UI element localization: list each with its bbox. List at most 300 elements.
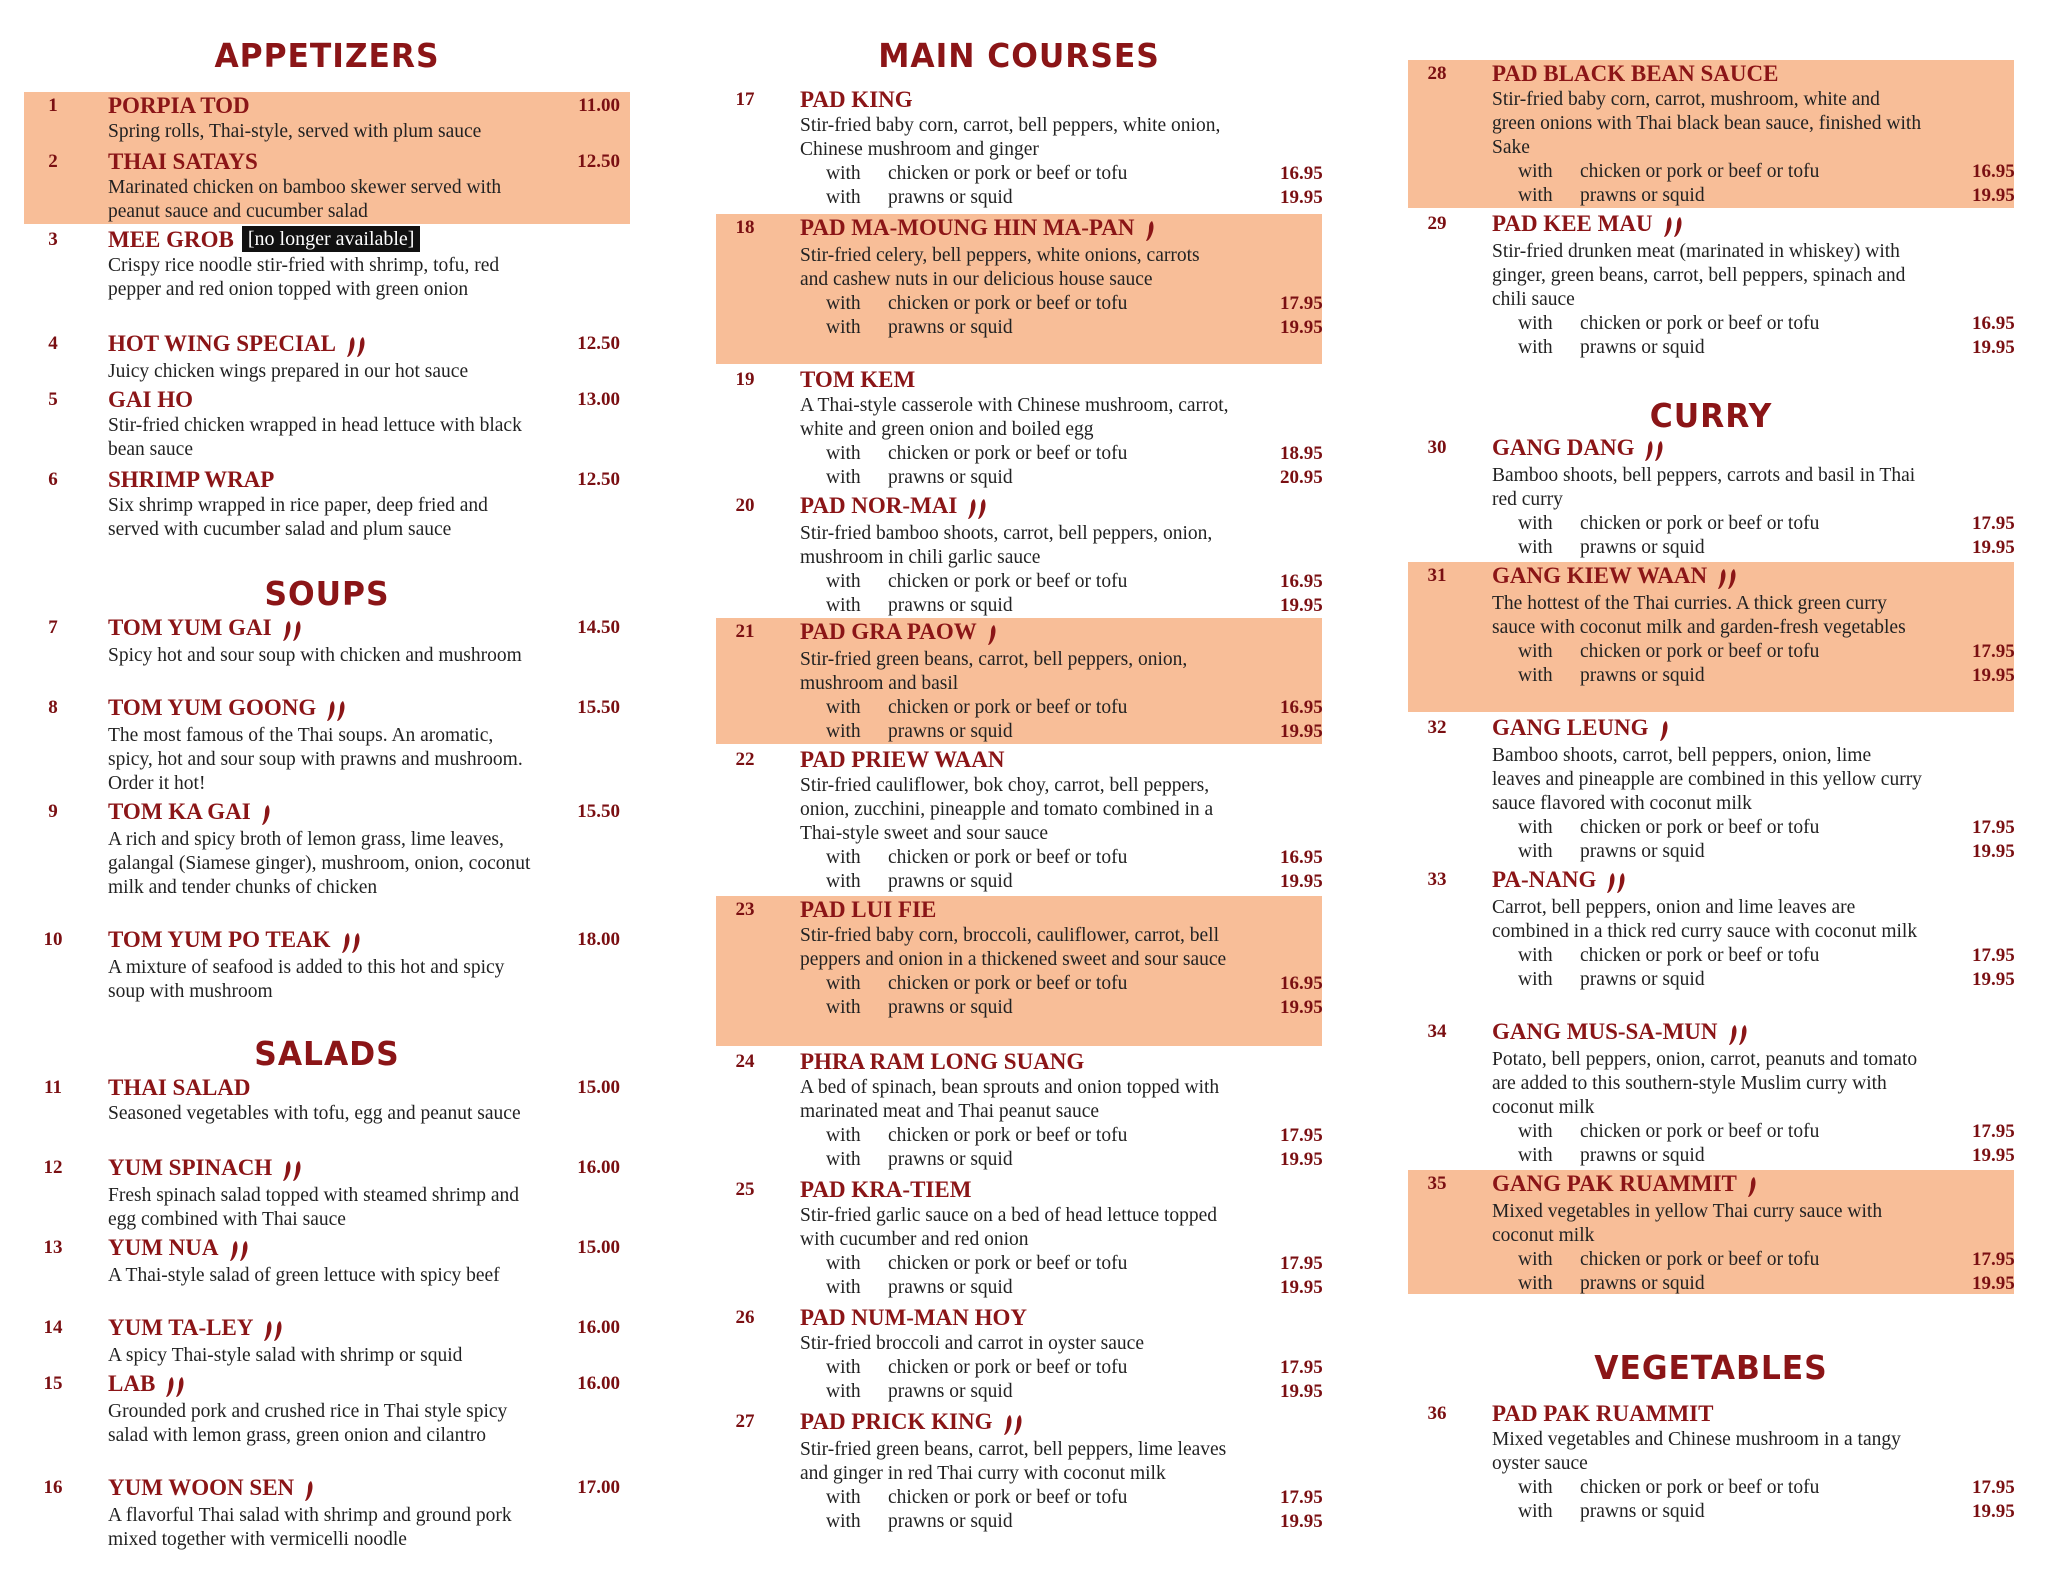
menu-item <box>716 492 1322 616</box>
option-price: 17.95 <box>1280 292 1323 314</box>
option-text: prawns or squid <box>888 316 1013 338</box>
option-price: 19.95 <box>1972 1272 2015 1294</box>
option-row-meat <box>826 1252 1322 1276</box>
option-row-meat <box>826 972 1322 996</box>
option-with: with <box>826 871 861 892</box>
option-row-seafood <box>826 720 1322 744</box>
item-number: 4 <box>48 333 58 354</box>
item-price: 14.50 <box>577 617 620 638</box>
section-title-main-courses: MAIN COURSES <box>878 36 1160 75</box>
option-with: with <box>826 1149 861 1170</box>
menu-item <box>1408 1170 2014 1294</box>
option-row-meat <box>1518 160 2014 184</box>
option-price: 17.95 <box>1280 1253 1323 1274</box>
item-description: Stir-fried drunken meat (marinated in whiskey) with ginger, green beans, carrot, bell peppers, spinach and chili sauce <box>1492 240 1906 310</box>
option-text: prawns or squid <box>888 871 1013 892</box>
option-text: chicken or pork or beef or tofu <box>888 1486 1128 1508</box>
chili-pepper-icon <box>346 332 366 360</box>
option-text: prawns or squid <box>888 594 1013 616</box>
option-text: prawns or squid <box>888 187 1013 208</box>
option-with: with <box>1518 1120 1553 1142</box>
item-price: 17.00 <box>577 1477 620 1498</box>
option-with: with <box>1518 816 1553 838</box>
option-row-meat <box>826 696 1322 720</box>
option-price: 17.95 <box>1972 1477 2015 1498</box>
option-text: chicken or pork or beef or tofu <box>1580 161 1820 182</box>
option-text: chicken or pork or beef or tofu <box>1580 816 1820 838</box>
option-text: chicken or pork or beef or tofu <box>1580 1248 1820 1270</box>
option-price: 19.95 <box>1972 536 2015 558</box>
item-number: 31 <box>1427 565 1447 586</box>
item-name: LAB <box>108 1370 630 1400</box>
unavailable-badge: [no longer available] <box>242 226 421 252</box>
option-with: with <box>826 997 861 1018</box>
option-price: 16.95 <box>1280 973 1323 994</box>
option-with: with <box>826 1277 861 1298</box>
option-row-meat <box>1518 512 2014 536</box>
option-with: with <box>1518 664 1553 686</box>
option-price: 19.95 <box>1280 720 1323 742</box>
item-name: TOM KEM <box>800 367 916 392</box>
option-with: with <box>1518 1272 1553 1294</box>
option-with: with <box>1518 840 1553 862</box>
option-text: prawns or squid <box>888 997 1013 1018</box>
option-text: prawns or squid <box>888 720 1013 742</box>
option-row-meat <box>1518 816 2014 840</box>
menu-item <box>1408 562 2014 712</box>
option-row-seafood <box>1518 1272 2014 1296</box>
item-number: 30 <box>1427 437 1447 458</box>
item-price: 15.50 <box>577 801 620 822</box>
option-with: with <box>826 847 861 868</box>
option-with: with <box>826 443 861 464</box>
item-price: 15.50 <box>577 697 620 718</box>
item-name: GANG MUS-SA-MUN <box>1492 1018 2014 1048</box>
option-text: prawns or squid <box>1580 185 1705 206</box>
option-row-meat <box>826 1124 1322 1148</box>
menu-item <box>24 92 630 148</box>
option-price: 19.95 <box>1280 1510 1323 1532</box>
option-price: 16.95 <box>1972 161 2015 182</box>
item-name: THAI SALAD <box>108 1075 251 1100</box>
option-price: 19.95 <box>1280 1277 1323 1298</box>
item-price: 15.00 <box>577 1077 620 1098</box>
chili-pepper-icon <box>987 620 997 648</box>
option-text: prawns or squid <box>1580 536 1705 558</box>
option-with: with <box>1518 1248 1553 1270</box>
option-row-seafood <box>826 996 1322 1020</box>
item-number: 28 <box>1427 63 1447 84</box>
chili-pepper-icon <box>229 1236 249 1264</box>
chili-pepper-icon <box>1663 212 1683 240</box>
option-price: 17.95 <box>1972 1248 2015 1270</box>
item-name: THAI SATAYS <box>108 149 258 174</box>
option-text: prawns or squid <box>1580 336 1705 358</box>
option-price: 17.95 <box>1972 512 2015 534</box>
item-description: Stir-fried baby corn, broccoli, cauliflower, carrot, bell peppers and onion in a thickened sweet and sour sauce <box>800 925 1227 970</box>
item-name: PAD GRA PAOW <box>800 618 1322 648</box>
section-title-curry: CURRY <box>1649 396 1773 435</box>
option-with: with <box>826 1125 861 1146</box>
option-with: with <box>1518 1477 1553 1498</box>
item-name: GANG DANG <box>1492 434 2014 464</box>
option-with: with <box>1518 640 1553 662</box>
menu-item <box>716 618 1322 744</box>
menu-item <box>24 148 630 224</box>
menu-item <box>24 386 630 462</box>
section-title-soups: SOUPS <box>264 574 390 613</box>
option-row-meat <box>826 292 1322 316</box>
option-row-seafood <box>1518 536 2014 560</box>
item-name: PAD PAK RUAMMIT <box>1492 1401 1714 1426</box>
item-description: Carrot, bell peppers, onion and lime leaves are combined in a thick red curry sauce with coconut milk <box>1492 896 1918 942</box>
item-description: Marinated chicken on bamboo skewer served with peanut sauce and cucumber salad <box>108 177 502 222</box>
option-price: 17.95 <box>1972 944 2015 966</box>
item-description: A Thai-style casserole with Chinese mushroom, carrot, white and green onion and boiled egg <box>800 395 1229 440</box>
item-description: Fresh spinach salad topped with steamed shrimp and egg combined with Thai sauce <box>108 1184 520 1230</box>
item-description: Stir-fried bamboo shoots, carrot, bell peppers, onion, mushroom in chili garlic sauce <box>800 522 1213 568</box>
option-text: prawns or squid <box>1580 1501 1705 1522</box>
chili-pepper-icon <box>1747 1172 1757 1200</box>
option-with: with <box>826 163 861 184</box>
chili-pepper-icon <box>326 696 346 724</box>
option-row-meat <box>1518 312 2014 336</box>
option-with: with <box>826 316 861 338</box>
option-row-meat <box>1518 1120 2014 1144</box>
option-row-seafood <box>826 316 1322 340</box>
option-text: chicken or pork or beef or tofu <box>888 696 1128 718</box>
item-number: 36 <box>1427 1403 1447 1424</box>
item-name: PAD MA-MOUNG HIN MA-PAN <box>800 214 1322 244</box>
item-description: Stir-fried chicken wrapped in head lettuce with black bean sauce <box>108 415 522 460</box>
item-number: 8 <box>48 697 58 718</box>
option-row-seafood <box>1518 1144 2014 1168</box>
item-price: 18.00 <box>577 929 620 950</box>
option-price: 17.95 <box>1972 1120 2015 1142</box>
item-name: YUM TA-LEY <box>108 1314 630 1344</box>
item-name: PAD NOR-MAI <box>800 492 1322 522</box>
item-name: PORPIA TOD <box>108 93 250 118</box>
item-description: A flavorful Thai salad with shrimp and ground pork mixed together with vermicelli noodle <box>108 1504 512 1550</box>
item-number: 24 <box>735 1051 755 1072</box>
option-text: prawns or squid <box>888 1149 1013 1170</box>
item-name: PAD BLACK BEAN SAUCE <box>1492 61 1779 86</box>
item-price: 12.50 <box>577 151 620 172</box>
option-row-meat <box>826 1356 1322 1380</box>
option-with: with <box>826 1357 861 1378</box>
option-row-seafood <box>1518 968 2014 992</box>
item-price: 11.00 <box>578 95 620 116</box>
menu-item <box>24 798 630 922</box>
item-description: Seasoned vegetables with tofu, egg and peanut sauce <box>108 1103 521 1124</box>
option-row-seafood <box>826 186 1322 210</box>
menu-item <box>24 1314 630 1368</box>
option-row-seafood <box>826 1148 1322 1172</box>
option-with: with <box>1518 1144 1553 1166</box>
item-name: PAD PRIEW WAAN <box>800 747 1005 772</box>
option-price: 19.95 <box>1972 840 2015 862</box>
menu-item <box>1408 1400 2014 1524</box>
chili-pepper-icon <box>282 1156 302 1184</box>
option-price: 16.95 <box>1280 847 1323 868</box>
option-row-meat <box>1518 1476 2014 1500</box>
option-with: with <box>826 467 861 488</box>
item-number: 25 <box>735 1179 755 1200</box>
item-number: 2 <box>48 151 58 172</box>
item-description: A mixture of seafood is added to this hot and spicy soup with mushroom <box>108 956 505 1002</box>
option-with: with <box>826 292 861 314</box>
item-number: 21 <box>735 621 755 642</box>
option-row-meat <box>826 570 1322 594</box>
item-number: 34 <box>1427 1021 1447 1042</box>
option-row-seafood <box>826 466 1322 490</box>
item-name: PAD NUM-MAN HOY <box>800 1305 1027 1330</box>
item-price: 13.00 <box>577 389 620 410</box>
chili-pepper-icon <box>1606 868 1626 896</box>
item-number: 27 <box>735 1411 755 1432</box>
option-row-seafood <box>826 870 1322 894</box>
option-with: with <box>1518 185 1553 206</box>
item-number: 12 <box>43 1157 63 1178</box>
item-number: 33 <box>1427 869 1447 890</box>
item-description: The hottest of the Thai curries. A thick green curry sauce with coconut milk and garden-fresh vegetables <box>1492 592 1906 638</box>
item-name: TOM YUM PO TEAK <box>108 926 630 956</box>
item-description: Grounded pork and crushed rice in Thai style spicy salad with lemon grass, green onion and cilantro <box>108 1400 508 1446</box>
option-row-seafood <box>1518 840 2014 864</box>
option-price: 17.95 <box>1972 816 2015 838</box>
option-text: chicken or pork or beef or tofu <box>888 1125 1128 1146</box>
option-row-meat <box>1518 640 2014 664</box>
item-description: Mixed vegetables and Chinese mushroom in a tangy oyster sauce <box>1492 1429 1901 1474</box>
option-price: 19.95 <box>1280 871 1323 892</box>
item-description: Stir-fried garlic sauce on a bed of head lettuce topped with cucumber and red onion <box>800 1205 1218 1250</box>
menu-item <box>24 1074 630 1150</box>
option-row-meat <box>1518 944 2014 968</box>
option-with: with <box>826 1381 861 1402</box>
option-price: 19.95 <box>1280 1149 1323 1170</box>
item-description: Crispy rice noodle stir-fried with shrimp, tofu, red pepper and red onion topped with green onion <box>108 255 500 300</box>
item-name: PA-NANG <box>1492 866 2014 896</box>
menu-item <box>24 1154 630 1230</box>
menu-item <box>716 366 1322 490</box>
option-text: chicken or pork or beef or tofu <box>888 847 1128 868</box>
option-row-seafood <box>1518 336 2014 360</box>
item-number: 15 <box>43 1373 63 1394</box>
option-with: with <box>1518 536 1553 558</box>
menu-item <box>24 614 630 690</box>
section-title-vegetables: VEGETABLES <box>1594 1348 1828 1387</box>
item-number: 1 <box>48 95 58 116</box>
menu-item <box>716 746 1322 894</box>
item-name: GAI HO <box>108 387 193 412</box>
option-price: 19.95 <box>1972 664 2015 686</box>
item-name: TOM YUM GAI <box>108 614 630 644</box>
option-row-seafood <box>826 1510 1322 1534</box>
menu-item <box>24 694 630 794</box>
option-price: 16.95 <box>1280 696 1323 718</box>
option-text: chicken or pork or beef or tofu <box>888 1357 1128 1378</box>
option-price: 19.95 <box>1280 187 1323 208</box>
item-number: 29 <box>1427 213 1447 234</box>
item-description: Six shrimp wrapped in rice paper, deep fried and served with cucumber salad and plum sauce <box>108 495 488 540</box>
option-with: with <box>826 1253 861 1274</box>
item-name: TOM KA GAI <box>108 798 630 828</box>
item-number: 22 <box>735 749 755 770</box>
option-row-seafood <box>826 594 1322 618</box>
menu-item <box>716 1048 1322 1172</box>
option-text: prawns or squid <box>1580 664 1705 686</box>
option-with: with <box>1518 1501 1553 1522</box>
option-price: 19.95 <box>1280 997 1323 1018</box>
item-name: PAD KING <box>800 87 913 112</box>
option-price: 16.95 <box>1280 570 1323 592</box>
option-price: 19.95 <box>1972 336 2015 358</box>
option-price: 16.95 <box>1280 163 1323 184</box>
item-number: 6 <box>48 469 58 490</box>
item-description: A spicy Thai-style salad with shrimp or squid <box>108 1344 463 1366</box>
item-number: 13 <box>43 1237 63 1258</box>
option-row-seafood <box>1518 184 2014 208</box>
item-price: 16.00 <box>577 1157 620 1178</box>
chili-pepper-icon <box>1717 564 1737 592</box>
item-name: YUM NUA <box>108 1234 630 1264</box>
menu-item <box>1408 866 2014 1014</box>
item-number: 10 <box>43 929 63 950</box>
item-description: Stir-fried baby corn, carrot, mushroom, white and green onions with Thai black bean sauce, finished with Sake <box>1492 89 1922 158</box>
item-number: 9 <box>48 801 58 822</box>
option-price: 17.95 <box>1280 1125 1323 1146</box>
chili-pepper-icon <box>1145 216 1155 244</box>
item-description: Bamboo shoots, carrot, bell peppers, onion, lime leaves and pineapple are combined in this yellow curry sauce flavored with coconut milk <box>1492 744 1922 814</box>
item-description: Stir-fried baby corn, carrot, bell peppers, white onion, Chinese mushroom and ginger <box>800 115 1221 160</box>
option-price: 19.95 <box>1280 1381 1323 1402</box>
item-number: 20 <box>735 495 755 516</box>
option-price: 17.95 <box>1280 1486 1323 1508</box>
item-name: SHRIMP WRAP <box>108 467 275 492</box>
item-name: PHRA RAM LONG SUANG <box>800 1049 1085 1074</box>
menu-item <box>24 926 630 1002</box>
section-title-appetizers: APPETIZERS <box>214 36 440 75</box>
item-description: A Thai-style salad of green lettuce with spicy beef <box>108 1264 500 1286</box>
option-price: 19.95 <box>1280 594 1323 616</box>
chili-pepper-icon <box>1728 1020 1748 1048</box>
item-name: PAD PRICK KING <box>800 1408 1322 1438</box>
item-name: GANG PAK RUAMMIT <box>1492 1170 2014 1200</box>
option-row-meat <box>1518 1248 2014 1272</box>
option-with: with <box>1518 944 1553 966</box>
item-description: Bamboo shoots, bell peppers, carrots and basil in Thai red curry <box>1492 464 1916 510</box>
chili-pepper-icon <box>967 494 987 522</box>
chili-pepper-icon <box>165 1372 185 1400</box>
option-text: chicken or pork or beef or tofu <box>888 443 1128 464</box>
item-name: YUM SPINACH <box>108 1154 630 1184</box>
item-name: MEE GROB [no longer available] <box>108 226 630 254</box>
chili-pepper-icon <box>1659 716 1669 744</box>
menu-item <box>716 1304 1322 1404</box>
option-text: prawns or squid <box>1580 968 1705 990</box>
item-number: 16 <box>43 1477 63 1498</box>
menu-item <box>716 1408 1322 1558</box>
item-name: PAD KRA-TIEM <box>800 1177 972 1202</box>
option-text: prawns or squid <box>1580 840 1705 862</box>
option-row-seafood <box>1518 1500 2014 1524</box>
item-description: Stir-fried cauliflower, bok choy, carrot, bell peppers, onion, zucchini, pineapple and tomato combined in a Thai-style sweet and sour sauce <box>800 775 1214 844</box>
menu-item <box>24 330 630 384</box>
menu-item <box>24 1370 630 1470</box>
option-text: chicken or pork or beef or tofu <box>888 973 1128 994</box>
option-text: chicken or pork or beef or tofu <box>888 163 1128 184</box>
option-with: with <box>1518 312 1553 334</box>
option-with: with <box>826 1486 861 1508</box>
option-with: with <box>826 973 861 994</box>
item-number: 26 <box>735 1307 755 1328</box>
section-title-salads: SALADS <box>254 1034 400 1073</box>
option-text: prawns or squid <box>888 1381 1013 1402</box>
chili-pepper-icon <box>304 1476 314 1504</box>
item-number: 18 <box>735 217 755 238</box>
item-price: 16.00 <box>577 1373 620 1394</box>
option-with: with <box>826 696 861 718</box>
option-price: 19.95 <box>1972 968 2015 990</box>
item-number: 17 <box>735 89 755 110</box>
option-text: prawns or squid <box>888 467 1013 488</box>
option-text: chicken or pork or beef or tofu <box>1580 312 1820 334</box>
item-number: 7 <box>48 617 58 638</box>
option-row-seafood <box>826 1380 1322 1404</box>
item-price: 16.00 <box>577 1317 620 1338</box>
item-description: A rich and spicy broth of lemon grass, lime leaves, galangal (Siamese ginger), mushroom, onion, coconut milk and tender chunks of chicken <box>108 828 531 898</box>
option-text: chicken or pork or beef or tofu <box>1580 640 1820 662</box>
item-name: TOM YUM GOONG <box>108 694 630 724</box>
option-text: prawns or squid <box>888 1510 1013 1532</box>
chili-pepper-icon <box>1003 1410 1023 1438</box>
menu-item <box>1408 1018 2014 1166</box>
option-text: chicken or pork or beef or tofu <box>1580 1120 1820 1142</box>
option-price: 20.95 <box>1280 467 1323 488</box>
item-name: GANG LEUNG <box>1492 714 2014 744</box>
menu-item <box>1408 210 2014 360</box>
item-description: Stir-fried green beans, carrot, bell peppers, lime leaves and ginger in red Thai curry with coconut milk <box>800 1438 1227 1484</box>
item-description: Spicy hot and sour soup with chicken and mushroom <box>108 644 522 666</box>
option-price: 17.95 <box>1972 640 2015 662</box>
menu-item <box>716 896 1322 1046</box>
item-name: PAD LUI FIE <box>800 897 937 922</box>
option-text: chicken or pork or beef or tofu <box>1580 512 1820 534</box>
item-number: 5 <box>48 389 58 410</box>
item-number: 11 <box>44 1077 62 1098</box>
item-name: YUM WOON SEN <box>108 1474 630 1504</box>
option-with: with <box>1518 161 1553 182</box>
chili-pepper-icon <box>261 800 271 828</box>
chili-pepper-icon <box>1644 436 1664 464</box>
option-row-meat <box>826 1486 1322 1510</box>
option-price: 17.95 <box>1280 1357 1323 1378</box>
option-row-seafood <box>1518 664 2014 688</box>
menu-item <box>716 1176 1322 1300</box>
chili-pepper-icon <box>282 616 302 644</box>
option-text: chicken or pork or beef or tofu <box>888 1253 1128 1274</box>
menu-item <box>24 1234 630 1310</box>
item-description: Stir-fried celery, bell peppers, white onions, carrots and cashew nuts in our delicious house sauce <box>800 244 1200 290</box>
menu-item <box>24 226 630 326</box>
item-name: PAD KEE MAU <box>1492 210 2014 240</box>
option-price: 18.95 <box>1280 443 1323 464</box>
menu-item <box>716 214 1322 364</box>
item-number: 35 <box>1427 1173 1447 1194</box>
item-price: 12.50 <box>577 469 620 490</box>
option-with: with <box>1518 336 1553 358</box>
option-price: 19.95 <box>1972 1144 2015 1166</box>
